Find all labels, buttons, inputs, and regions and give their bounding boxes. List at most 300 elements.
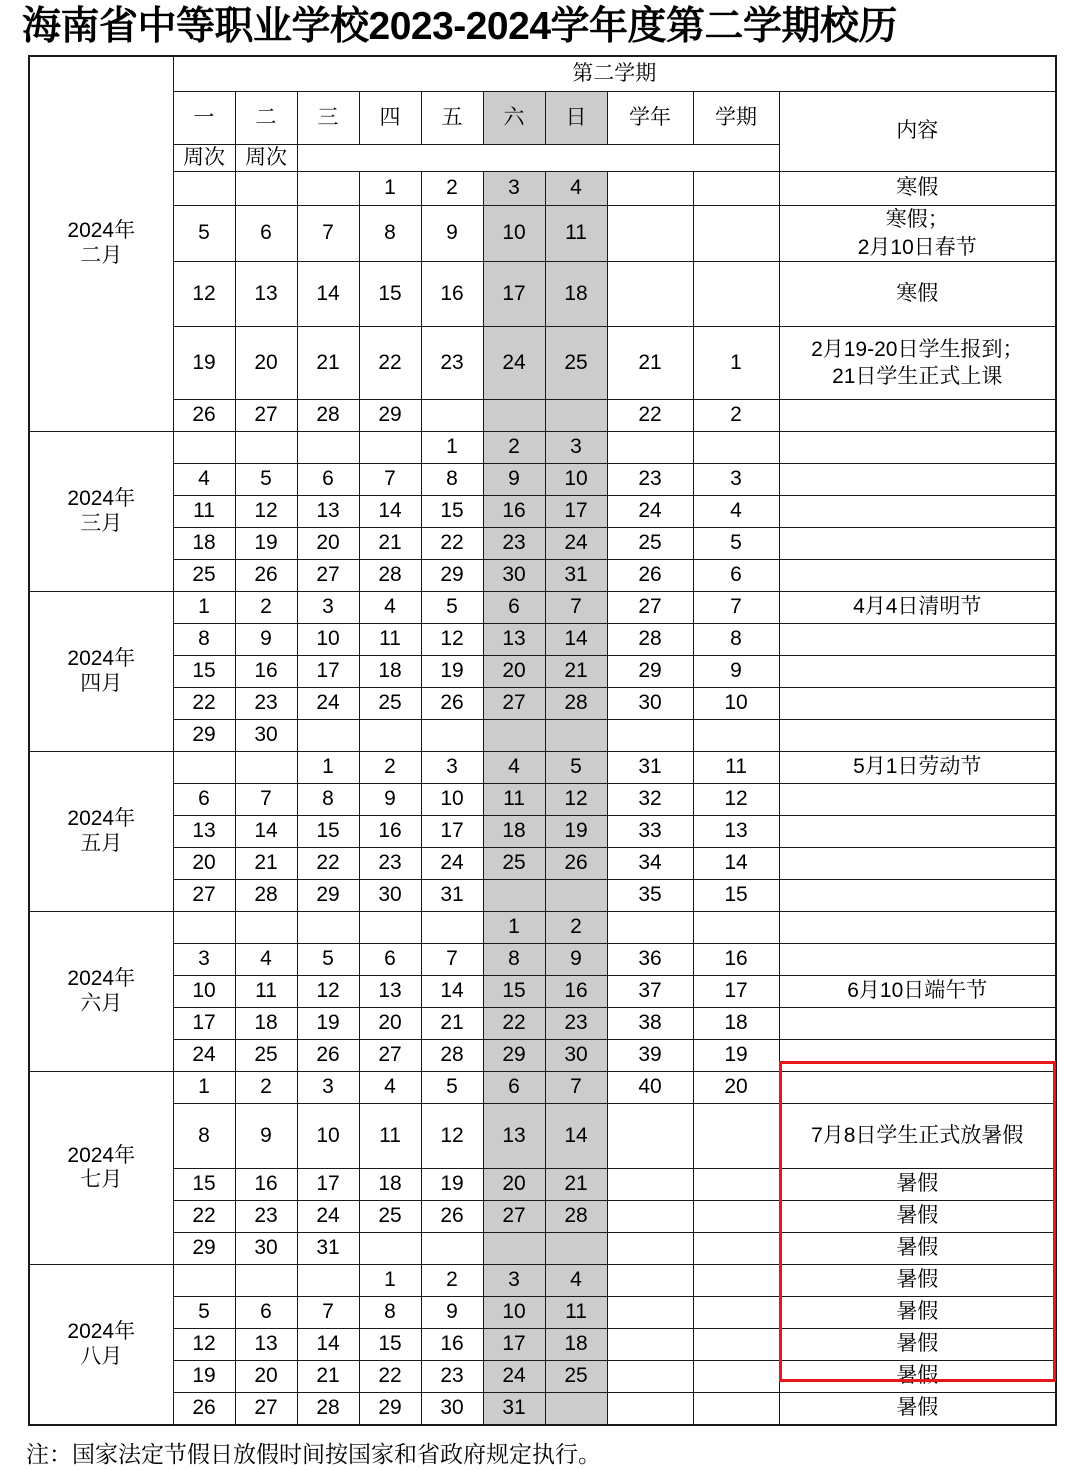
academic-year-week-cell: 38 <box>607 1008 693 1040</box>
academic-year-week-cell: 35 <box>607 880 693 912</box>
day-cell: 25 <box>545 327 607 400</box>
day-cell: 18 <box>359 656 421 688</box>
day-cell: 9 <box>359 784 421 816</box>
content-cell: 5月1日劳动节 <box>779 752 1056 784</box>
calendar-week-row <box>29 592 1056 624</box>
day-cell: 22 <box>173 688 235 720</box>
day-cell: 5 <box>545 752 607 784</box>
term-week-cell: 11 <box>693 752 779 784</box>
table-header-row-dow <box>29 91 1056 144</box>
term-week-cell <box>693 1361 779 1393</box>
day-cell: 16 <box>359 816 421 848</box>
calendar-week-row <box>29 1040 1056 1072</box>
academic-year-week-cell: 32 <box>607 784 693 816</box>
day-cell: 4 <box>173 464 235 496</box>
day-cell: 9 <box>421 205 483 261</box>
day-cell: 25 <box>545 1361 607 1393</box>
content-cell <box>779 432 1056 464</box>
day-cell <box>235 752 297 784</box>
day-cell <box>297 912 359 944</box>
term-week-cell <box>693 1297 779 1329</box>
day-cell: 19 <box>173 1361 235 1393</box>
day-cell: 29 <box>359 1393 421 1426</box>
term-week-cell <box>693 432 779 464</box>
day-cell: 3 <box>421 752 483 784</box>
day-cell: 12 <box>421 624 483 656</box>
term-week-cell: 18 <box>693 1008 779 1040</box>
term-week-cell: 7 <box>693 592 779 624</box>
calendar-week-row <box>29 1297 1056 1329</box>
term-week-cell: 20 <box>693 1072 779 1104</box>
month-label-cell: 2024年 八月 <box>29 1265 173 1426</box>
day-cell: 8 <box>173 624 235 656</box>
day-cell: 2 <box>421 171 483 205</box>
day-cell: 14 <box>359 496 421 528</box>
day-cell: 25 <box>359 688 421 720</box>
day-cell: 24 <box>545 528 607 560</box>
content-cell: 寒假 <box>779 171 1056 205</box>
calendar-week-row <box>29 1361 1056 1393</box>
content-cell: 暑假 <box>779 1233 1056 1265</box>
term-week-cell <box>693 912 779 944</box>
content-cell: 4月4日清明节 <box>779 592 1056 624</box>
day-cell: 16 <box>421 1329 483 1361</box>
day-cell: 1 <box>297 752 359 784</box>
calendar-week-row <box>29 912 1056 944</box>
calendar-week-row <box>29 720 1056 752</box>
academic-year-week-cell <box>607 720 693 752</box>
academic-year-week-cell <box>607 1393 693 1426</box>
academic-year-week-cell <box>607 432 693 464</box>
day-cell: 25 <box>359 1201 421 1233</box>
day-cell: 29 <box>173 1233 235 1265</box>
term-week-cell: 2 <box>693 400 779 432</box>
term-week-cell: 5 <box>693 528 779 560</box>
academic-year-week-cell <box>607 171 693 205</box>
day-cell: 6 <box>359 944 421 976</box>
day-cell: 18 <box>235 1008 297 1040</box>
content-cell <box>779 784 1056 816</box>
day-cell: 23 <box>545 1008 607 1040</box>
day-cell <box>545 1393 607 1426</box>
content-cell <box>779 1072 1056 1104</box>
content-cell: 暑假 <box>779 1361 1056 1393</box>
day-cell: 18 <box>545 1329 607 1361</box>
day-cell <box>483 880 545 912</box>
day-cell: 26 <box>421 688 483 720</box>
day-cell: 27 <box>483 1201 545 1233</box>
day-cell: 10 <box>483 1297 545 1329</box>
table-header-row-semester <box>29 56 1056 92</box>
day-cell: 20 <box>297 528 359 560</box>
calendar-week-row <box>29 624 1056 656</box>
day-cell: 17 <box>545 496 607 528</box>
day-cell: 4 <box>545 171 607 205</box>
day-cell: 5 <box>421 592 483 624</box>
academic-year-week-cell: 30 <box>607 688 693 720</box>
day-cell: 15 <box>173 1169 235 1201</box>
day-cell: 3 <box>297 1072 359 1104</box>
day-cell: 27 <box>483 688 545 720</box>
day-cell: 17 <box>173 1008 235 1040</box>
day-cell: 24 <box>483 1361 545 1393</box>
term-week-cell <box>693 1104 779 1169</box>
day-cell: 17 <box>421 816 483 848</box>
dow-header-5: 五 <box>421 91 483 144</box>
day-cell: 16 <box>421 262 483 327</box>
day-cell: 3 <box>173 944 235 976</box>
day-cell <box>297 432 359 464</box>
day-cell <box>483 720 545 752</box>
day-cell: 14 <box>545 1104 607 1169</box>
calendar-week-row <box>29 1393 1056 1426</box>
day-cell: 13 <box>297 496 359 528</box>
content-cell: 6月10日端午节 <box>779 976 1056 1008</box>
dow-header-3: 三 <box>297 91 359 144</box>
day-cell: 18 <box>483 816 545 848</box>
day-cell: 15 <box>483 976 545 1008</box>
day-cell <box>421 720 483 752</box>
day-cell: 28 <box>235 880 297 912</box>
day-cell: 1 <box>421 432 483 464</box>
day-cell: 22 <box>483 1008 545 1040</box>
day-cell: 28 <box>545 1201 607 1233</box>
day-cell: 12 <box>235 496 297 528</box>
calendar-week-row <box>29 816 1056 848</box>
calendar-week-row <box>29 496 1056 528</box>
day-cell: 20 <box>359 1008 421 1040</box>
dow-header-6: 六 <box>483 91 545 144</box>
calendar-week-row <box>29 1233 1056 1265</box>
content-cell: 2月19-20日学生报到； 21日学生正式上课 <box>779 327 1056 400</box>
term-week-cell <box>693 1393 779 1426</box>
academic-year-week-cell: 22 <box>607 400 693 432</box>
calendar-week-row <box>29 976 1056 1008</box>
academic-year-week-cell <box>607 1169 693 1201</box>
calendar-week-row <box>29 944 1056 976</box>
day-cell: 8 <box>173 1104 235 1169</box>
day-cell: 19 <box>421 1169 483 1201</box>
day-cell: 9 <box>483 464 545 496</box>
calendar-week-row <box>29 400 1056 432</box>
day-cell <box>421 400 483 432</box>
day-cell: 15 <box>297 816 359 848</box>
dow-header-7: 日 <box>545 91 607 144</box>
content-cell <box>779 720 1056 752</box>
calendar-week-row <box>29 1329 1056 1361</box>
semester-banner: 第二学期 <box>173 56 1056 92</box>
day-cell: 21 <box>545 1169 607 1201</box>
calendar-week-row <box>29 171 1056 205</box>
day-cell <box>421 1233 483 1265</box>
day-cell: 8 <box>483 944 545 976</box>
academic-year-week-cell: 23 <box>607 464 693 496</box>
day-cell: 13 <box>483 624 545 656</box>
school-calendar-table <box>28 55 1057 1426</box>
month-label-cell: 2024年 六月 <box>29 912 173 1072</box>
content-cell: 暑假 <box>779 1265 1056 1297</box>
day-cell <box>421 912 483 944</box>
term-week-cell <box>693 1329 779 1361</box>
day-cell: 13 <box>359 976 421 1008</box>
week-col-header-bottom-1: 周次 <box>173 144 235 171</box>
day-cell: 5 <box>173 205 235 261</box>
day-cell: 23 <box>421 1361 483 1393</box>
content-cell <box>779 560 1056 592</box>
academic-year-week-cell <box>607 205 693 261</box>
day-cell <box>173 432 235 464</box>
day-cell: 8 <box>359 1297 421 1329</box>
day-cell: 30 <box>235 1233 297 1265</box>
content-cell <box>779 688 1056 720</box>
day-cell: 10 <box>297 624 359 656</box>
day-cell: 29 <box>297 880 359 912</box>
day-cell: 25 <box>173 560 235 592</box>
term-week-cell: 19 <box>693 1040 779 1072</box>
day-cell: 20 <box>235 327 297 400</box>
day-cell <box>235 432 297 464</box>
day-cell: 5 <box>421 1072 483 1104</box>
day-cell <box>545 1233 607 1265</box>
day-cell: 28 <box>297 1393 359 1426</box>
day-cell: 15 <box>173 656 235 688</box>
content-cell: 暑假 <box>779 1169 1056 1201</box>
day-cell: 31 <box>297 1233 359 1265</box>
content-cell <box>779 656 1056 688</box>
content-cell <box>779 944 1056 976</box>
calendar-week-row <box>29 528 1056 560</box>
day-cell: 21 <box>297 1361 359 1393</box>
calendar-week-row <box>29 848 1056 880</box>
day-cell: 12 <box>173 262 235 327</box>
term-week-cell: 14 <box>693 848 779 880</box>
term-week-cell: 3 <box>693 464 779 496</box>
day-cell: 22 <box>173 1201 235 1233</box>
day-cell <box>359 720 421 752</box>
calendar-week-row <box>29 262 1056 327</box>
academic-year-week-cell <box>607 1361 693 1393</box>
academic-year-week-cell <box>607 912 693 944</box>
day-cell: 3 <box>545 432 607 464</box>
day-cell: 17 <box>483 262 545 327</box>
day-cell: 27 <box>173 880 235 912</box>
day-cell: 6 <box>235 1297 297 1329</box>
day-cell <box>483 1233 545 1265</box>
academic-year-week-cell: 36 <box>607 944 693 976</box>
day-cell: 31 <box>421 880 483 912</box>
academic-year-week-cell: 33 <box>607 816 693 848</box>
dow-header-1: 一 <box>173 91 235 144</box>
day-cell: 17 <box>297 656 359 688</box>
academic-year-week-cell: 31 <box>607 752 693 784</box>
day-cell <box>297 1265 359 1297</box>
dow-header-4: 四 <box>359 91 421 144</box>
day-cell: 18 <box>173 528 235 560</box>
day-cell: 24 <box>173 1040 235 1072</box>
day-cell: 3 <box>483 1265 545 1297</box>
content-cell <box>779 400 1056 432</box>
day-cell: 27 <box>297 560 359 592</box>
month-label-cell: 2024年 三月 <box>29 432 173 592</box>
day-cell: 19 <box>297 1008 359 1040</box>
day-cell: 11 <box>545 205 607 261</box>
day-cell: 11 <box>359 1104 421 1169</box>
day-cell: 13 <box>235 262 297 327</box>
content-cell <box>779 816 1056 848</box>
content-cell <box>779 1008 1056 1040</box>
day-cell: 7 <box>297 1297 359 1329</box>
calendar-week-row <box>29 560 1056 592</box>
day-cell: 19 <box>421 656 483 688</box>
day-cell <box>173 752 235 784</box>
day-cell <box>297 720 359 752</box>
content-cell: 寒假 <box>779 262 1056 327</box>
day-cell: 11 <box>173 496 235 528</box>
week-col-header-top-1: 学年 <box>607 91 693 144</box>
term-week-cell: 8 <box>693 624 779 656</box>
day-cell: 28 <box>421 1040 483 1072</box>
calendar-week-row <box>29 784 1056 816</box>
term-week-cell <box>693 205 779 261</box>
day-cell <box>173 171 235 205</box>
day-cell: 4 <box>483 752 545 784</box>
academic-year-week-cell: 40 <box>607 1072 693 1104</box>
day-cell: 7 <box>297 205 359 261</box>
day-cell: 4 <box>235 944 297 976</box>
day-cell: 23 <box>359 848 421 880</box>
day-cell: 22 <box>359 1361 421 1393</box>
day-cell: 2 <box>235 1072 297 1104</box>
day-cell: 1 <box>173 1072 235 1104</box>
day-cell: 15 <box>359 262 421 327</box>
day-cell: 30 <box>545 1040 607 1072</box>
day-cell: 12 <box>545 784 607 816</box>
day-cell: 26 <box>173 1393 235 1426</box>
day-cell: 4 <box>545 1265 607 1297</box>
day-cell: 23 <box>235 688 297 720</box>
day-cell: 19 <box>235 528 297 560</box>
day-cell: 14 <box>421 976 483 1008</box>
content-cell <box>779 496 1056 528</box>
day-cell: 16 <box>235 656 297 688</box>
term-week-cell: 13 <box>693 816 779 848</box>
day-cell: 21 <box>545 656 607 688</box>
day-cell: 30 <box>235 720 297 752</box>
academic-year-week-cell <box>607 1329 693 1361</box>
calendar-week-row <box>29 1201 1056 1233</box>
term-week-cell: 12 <box>693 784 779 816</box>
day-cell: 15 <box>359 1329 421 1361</box>
day-cell: 23 <box>421 327 483 400</box>
day-cell: 19 <box>545 816 607 848</box>
day-cell: 8 <box>421 464 483 496</box>
day-cell: 10 <box>483 205 545 261</box>
academic-year-week-cell <box>607 1201 693 1233</box>
page-title: 海南省中等职业学校2023-2024学年度第二学期校历 <box>22 5 898 48</box>
day-cell: 2 <box>483 432 545 464</box>
day-cell: 23 <box>235 1201 297 1233</box>
calendar-week-row <box>29 327 1056 400</box>
day-cell: 11 <box>235 976 297 1008</box>
term-week-cell <box>693 720 779 752</box>
day-cell: 12 <box>421 1104 483 1169</box>
academic-year-week-cell: 28 <box>607 624 693 656</box>
day-cell: 25 <box>235 1040 297 1072</box>
week-col-header-bottom-2: 周次 <box>235 144 297 171</box>
day-cell: 4 <box>359 1072 421 1104</box>
day-cell: 7 <box>545 592 607 624</box>
calendar-week-row <box>29 880 1056 912</box>
day-cell: 29 <box>173 720 235 752</box>
day-cell: 10 <box>545 464 607 496</box>
term-week-cell: 17 <box>693 976 779 1008</box>
day-cell: 3 <box>297 592 359 624</box>
day-cell: 21 <box>235 848 297 880</box>
day-cell: 13 <box>235 1329 297 1361</box>
content-cell: 暑假 <box>779 1297 1056 1329</box>
day-cell: 6 <box>483 592 545 624</box>
day-cell: 13 <box>173 816 235 848</box>
content-cell: 暑假 <box>779 1393 1056 1426</box>
content-cell: 寒假； 2月10日春节 <box>779 205 1056 261</box>
day-cell: 20 <box>173 848 235 880</box>
day-cell <box>359 912 421 944</box>
day-cell <box>359 432 421 464</box>
day-cell: 27 <box>235 400 297 432</box>
day-cell: 2 <box>421 1265 483 1297</box>
day-cell: 9 <box>235 624 297 656</box>
content-cell <box>779 848 1056 880</box>
day-cell: 2 <box>359 752 421 784</box>
day-cell: 5 <box>173 1297 235 1329</box>
day-cell <box>235 912 297 944</box>
day-cell: 6 <box>173 784 235 816</box>
academic-year-week-cell: 29 <box>607 656 693 688</box>
calendar-week-row <box>29 1072 1056 1104</box>
day-cell <box>359 1233 421 1265</box>
day-cell: 11 <box>359 624 421 656</box>
day-cell: 20 <box>483 656 545 688</box>
month-label-cell: 2024年 七月 <box>29 1072 173 1265</box>
calendar-container <box>0 55 1080 1426</box>
day-cell: 4 <box>359 592 421 624</box>
calendar-week-row <box>29 688 1056 720</box>
term-week-cell <box>693 1233 779 1265</box>
day-cell <box>545 400 607 432</box>
day-cell: 8 <box>359 205 421 261</box>
day-cell: 3 <box>483 171 545 205</box>
day-cell: 6 <box>235 205 297 261</box>
day-cell: 24 <box>297 1201 359 1233</box>
day-cell <box>545 720 607 752</box>
day-cell: 18 <box>545 262 607 327</box>
day-cell: 24 <box>297 688 359 720</box>
day-cell: 7 <box>235 784 297 816</box>
academic-year-week-cell <box>607 1104 693 1169</box>
day-cell: 31 <box>545 560 607 592</box>
day-cell: 14 <box>545 624 607 656</box>
day-cell: 9 <box>421 1297 483 1329</box>
month-label-cell: 2024年 五月 <box>29 752 173 912</box>
term-week-cell: 1 <box>693 327 779 400</box>
academic-year-week-cell <box>607 1265 693 1297</box>
academic-year-week-cell: 21 <box>607 327 693 400</box>
academic-year-week-cell: 27 <box>607 592 693 624</box>
day-cell: 10 <box>173 976 235 1008</box>
day-cell: 16 <box>483 496 545 528</box>
day-cell: 5 <box>235 464 297 496</box>
calendar-week-row <box>29 432 1056 464</box>
